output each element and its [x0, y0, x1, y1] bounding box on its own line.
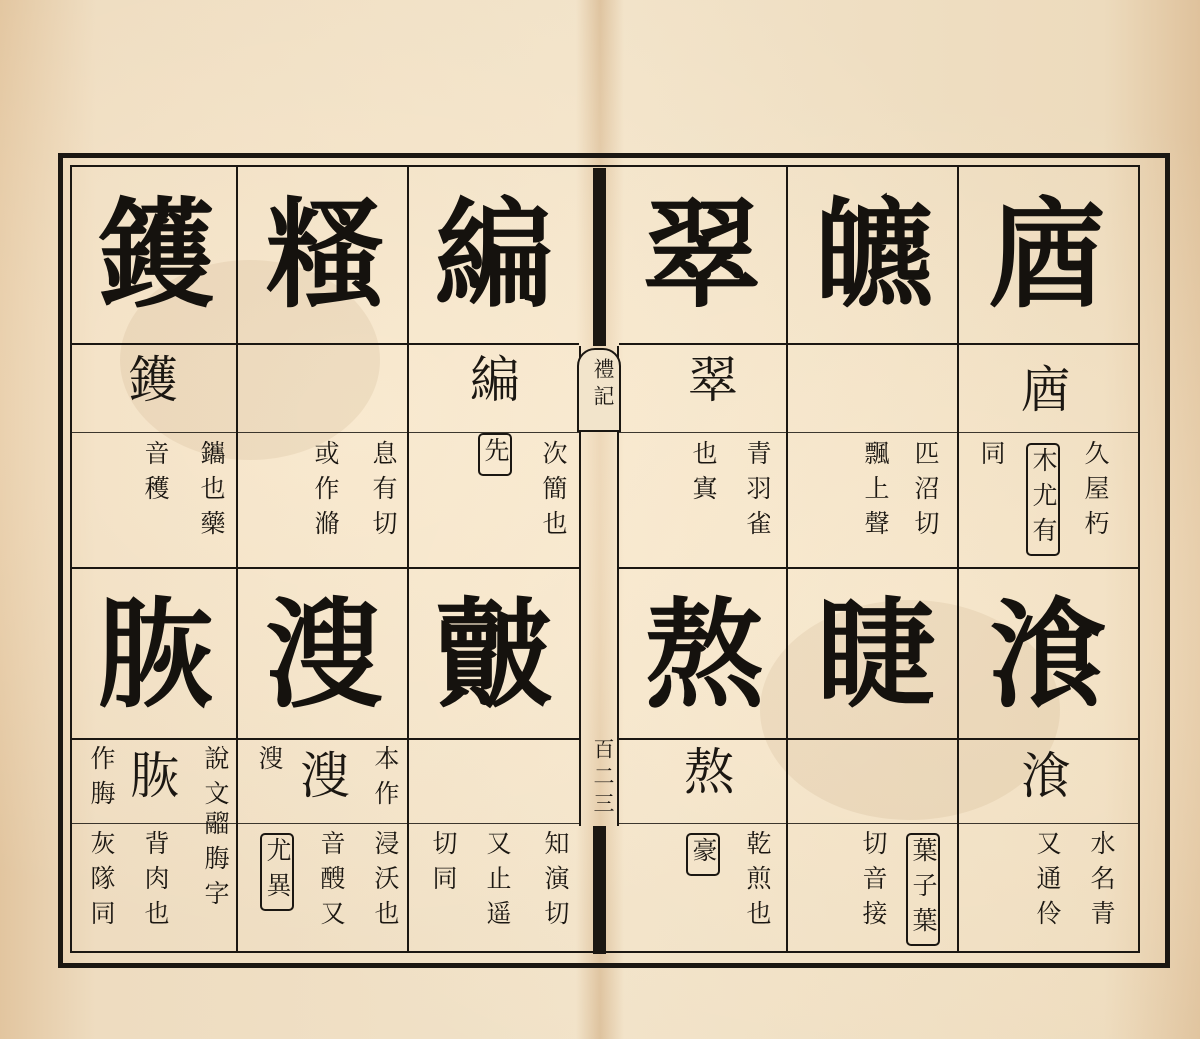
headword: 翠 — [642, 186, 761, 324]
annotation: 乾煎也 — [743, 830, 772, 935]
annotation: 久屋朽 — [1081, 440, 1110, 545]
annotation: 說文 — [201, 745, 230, 815]
seal-script-form: 鑊 — [128, 351, 176, 409]
annotation: 葉子葉 — [906, 830, 940, 949]
headword: 睫 — [816, 586, 935, 724]
annotation: 先 — [478, 430, 512, 479]
annotation: 作脢 — [87, 745, 116, 815]
annotation: 息有切 — [369, 440, 398, 545]
annotation: 切音接 — [859, 830, 888, 935]
headword: 脄 — [96, 586, 215, 724]
page-number: 百二三 — [591, 738, 615, 819]
headword: 皾 — [434, 586, 553, 724]
headword: 熬 — [644, 586, 763, 724]
annotation: 鬸脢字 — [201, 810, 230, 915]
headword: 庮 — [988, 186, 1107, 324]
headword: 皫 — [814, 186, 933, 324]
column-rule — [957, 167, 959, 951]
gutter-mark-top — [593, 168, 606, 346]
seal-script-form: 脄 — [130, 747, 178, 805]
gutter-mark-bottom — [593, 826, 606, 954]
annotation: 知演切 — [541, 830, 570, 935]
annotation: 水名青 — [1087, 830, 1116, 935]
seal-script-form: 溲 — [300, 747, 348, 805]
annotation: 本作 — [371, 745, 400, 815]
annotation: 青羽雀 — [743, 440, 772, 545]
row-rule — [72, 343, 579, 345]
annotation: 音穫 — [141, 440, 170, 510]
headword: 糔 — [264, 186, 383, 324]
annotation: 豪 — [686, 830, 720, 879]
row-rule — [72, 823, 579, 824]
book-title-label: 禮記 — [591, 358, 615, 412]
annotation: 也寘 — [689, 440, 718, 510]
seal-script-form: 編 — [470, 351, 518, 409]
row-rule — [72, 567, 579, 569]
row-rule — [619, 343, 1138, 345]
annotation: 音醙又 — [317, 830, 346, 935]
annotation: 匹沼切 — [911, 440, 940, 545]
seal-script-form: 翠 — [688, 351, 736, 409]
annotation: 飄上聲 — [861, 440, 890, 545]
headword: 鑊 — [96, 186, 215, 324]
annotation: 切同 — [429, 830, 458, 900]
annotation: 或作滫 — [311, 440, 340, 545]
headword: 湌 — [988, 586, 1107, 724]
annotation: 灰隊同 — [87, 830, 116, 935]
seal-script-form: 庮 — [1021, 361, 1069, 419]
headword: 溲 — [264, 586, 383, 724]
row-rule — [619, 738, 1138, 740]
annotation: 次簡也 — [539, 440, 568, 545]
annotation: 又止遥 — [483, 830, 512, 935]
headword: 編 — [434, 186, 553, 324]
column-rule — [786, 167, 788, 951]
annotation: 鑴也藥 — [197, 440, 226, 545]
annotation: 又通伶 — [1033, 830, 1062, 935]
annotation: 尤異 — [260, 830, 294, 914]
annotation: 浸沃也 — [371, 830, 400, 935]
row-rule — [619, 432, 1138, 433]
annotation: 背肉也 — [141, 830, 170, 935]
seal-script-form: 熬 — [684, 743, 732, 801]
seal-script-form: 湌 — [1021, 747, 1069, 805]
column-rule — [236, 167, 238, 951]
row-rule — [72, 738, 579, 740]
annotation: 溲 — [255, 745, 284, 780]
row-rule — [619, 823, 1138, 824]
row-rule — [619, 567, 1138, 569]
annotation: 木尤有 — [1026, 440, 1060, 559]
column-rule — [407, 167, 409, 951]
annotation: 同 — [977, 440, 1006, 475]
